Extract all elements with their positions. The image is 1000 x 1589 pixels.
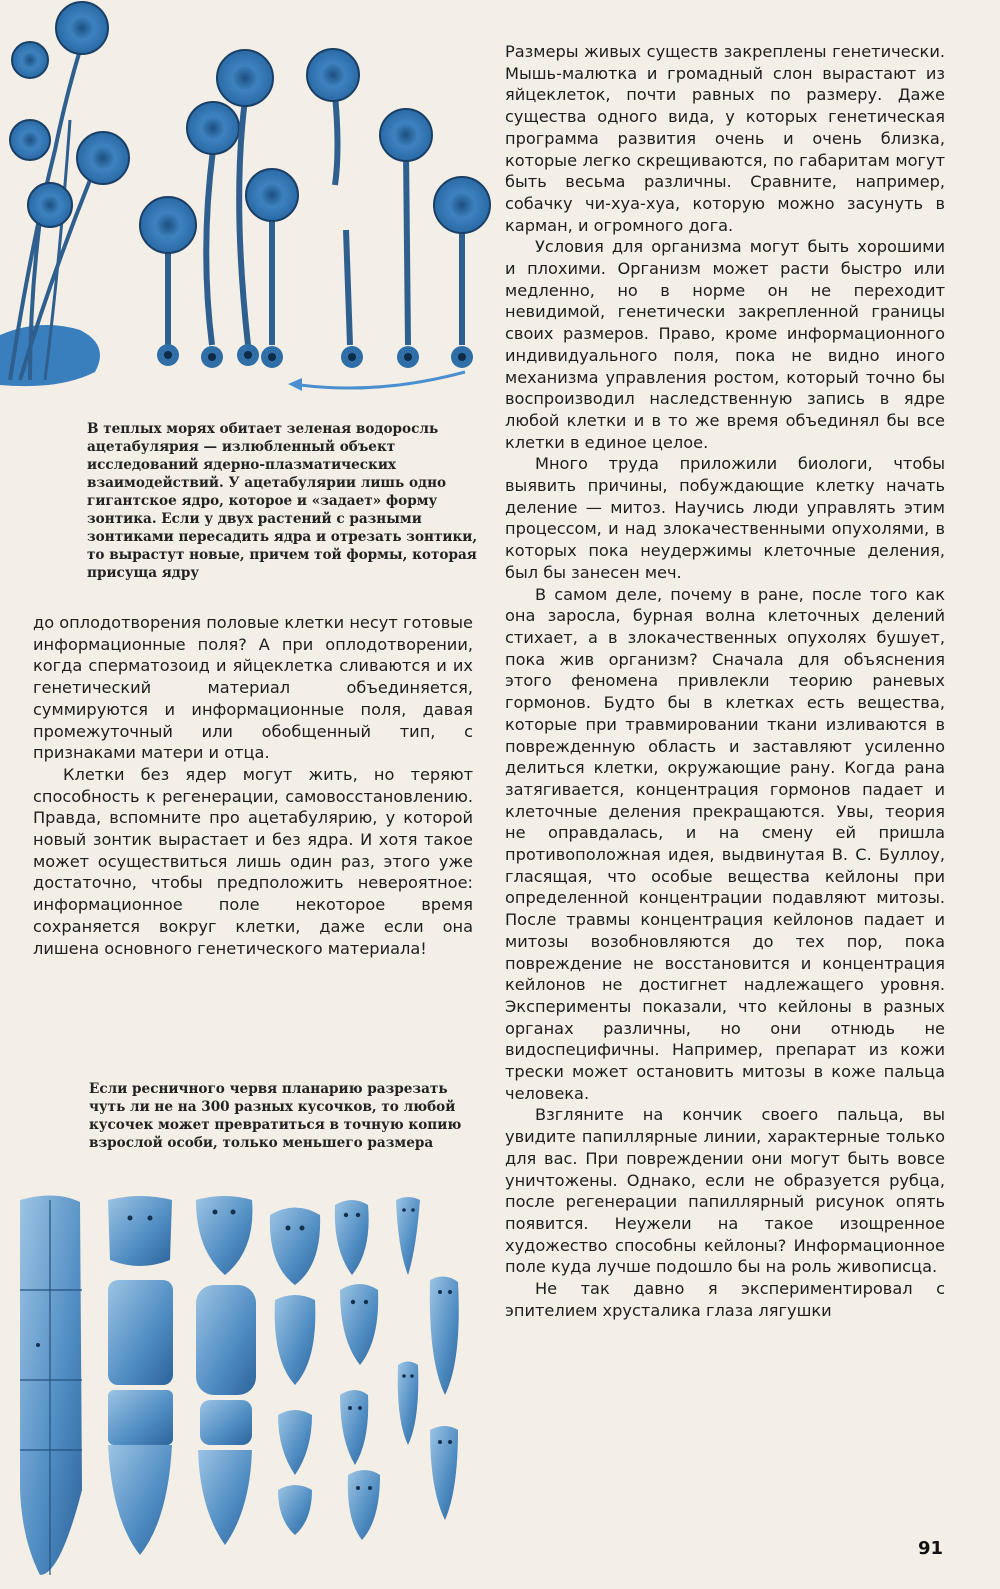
page-number: 91 — [918, 1538, 944, 1559]
left-text-column — [33, 612, 473, 959]
paragraph: Взгляните на кончик своего пальца, вы увидите папиллярные линии, характерные только для вас. При повреждении они могут быть вовсе уничтожены. Однако, если не образуется рубца, после регенерации папиллярный рисунок опять появится. Неужели на такое изощренное художество способны кейлоны? Информационное поле куда лучше подошло бы на роль живописца. — [505, 1105, 945, 1277]
paragraph: Много труда приложили биологи, чтобы выявить причины, побуждающие клетку начать деление — митоз. Научись люди управлять этим процессом, и над злокачественными опухолями, в которых пока неудержимы клеточные деления, был бы занесен меч. — [505, 454, 945, 582]
paragraph: Условия для организма могут быть хорошими и плохими. Организм может расти быстро или медленно, но в норме он не переходит невидимой, генетически закрепленной границы своих размеров. Право, кроме информационного индивидуального поля, пока не видно иного механизма управления ростом, который точно бы воспроизводил наследственную запись в ядре любой клетки и в то же время объединял бы все клетки в единое целое. — [505, 237, 945, 452]
paragraph: Не так давно я экспериментировал с эпителием хрусталика глаза лягушки — [505, 1279, 945, 1320]
right-text-column — [505, 41, 945, 1321]
acetabularia-caption: В теплых морях обитает зеленая водоросль ацетабулярия — излюбленный объект исследований ядерно-плазматических взаимодействий. У ацетабулярии лишь одно гигантское ядро, которое и «задает» форму зонтика. Если у двух растений с разными зонтиками пересадить ядра и отрезать зонтики, то вырастут новые, причем той формы, которая присуща ядру — [87, 421, 478, 581]
paragraph: Размеры живых существ закреплены генетически. Мышь-малютка и громадный слон вырастают из яйцеклеток, почти равных по размеру. Даже существа одного вида, у которых генетическая программа развития очень и очень близка, которые легко скрещиваются, по габаритам могут быть весьма различны. Сравните, например, собачку чи-хуа-хуа, которую можно засунуть в карман, и огромного дога. — [505, 42, 945, 235]
paragraph: до оплодотворения половые клетки несут готовые информационные поля? А при оплодотворении, когда сперматозоид и яйцеклетка сливаются и их генетический материал объединяется, суммируются и информационные поля, давая промежуточный или обобщенный тип, с признаками матери и отца. — [33, 613, 473, 763]
paragraph: В самом деле, почему в ране, после того как она заросла, бурная волна клеточных делений стихает, а в злокачественных опухолях бушует, пока жив организм? Сначала для объяснения этого феномена привлекли теорию раневых гормонов. Будто бы в клетках есть вещества, которые при травмировании ткани изливаются в поврежденную область и заставляют усиленно делиться клетки, окружающие рану. Когда рана затягивается, концентрация гормонов падает и клеточные деления прекращаются. Увы, теория не оправдалась, и на смену ей пришла противоположная идея, выдвинутая В. С. Буллоу, гласящая, что особые вещества кейлоны при определенной концентрации подавляют митозы. После травмы концентрация кейлонов падает и митозы возобновляются до тех пор, пока повреждение не восстановится и концентрация кейлонов не достигнет надлежащего уровня. Эксперименты показали, что кейлоны в разных органах различны, но они отнюдь не видоспецифичны. Например, препарат из кожи трески может остановить митозы в коже пальца человека. — [505, 584, 945, 1103]
acetabularia-illustration — [0, 0, 505, 400]
planaria-illustration — [0, 1190, 505, 1580]
planaria-caption: Если ресничного червя планарию разрезать чуть ли не на 300 разных кусочков, то любой кусочек может превратиться в точную копию взрослой особи, только меньшего размера — [89, 1081, 462, 1151]
paragraph: Клетки без ядер могут жить, но теряют способность к регенерации, самовосстановлению. Правда, вспомните про ацетабулярию, у которой новый зонтик вырастает и без ядра. И хотя такое может осуществиться лишь один раз, этого уже достаточно, чтобы предположить невероятное: информационное поле некоторое время сохраняется вокруг клетки, даже если она лишена основного генетического материала! — [33, 764, 473, 958]
